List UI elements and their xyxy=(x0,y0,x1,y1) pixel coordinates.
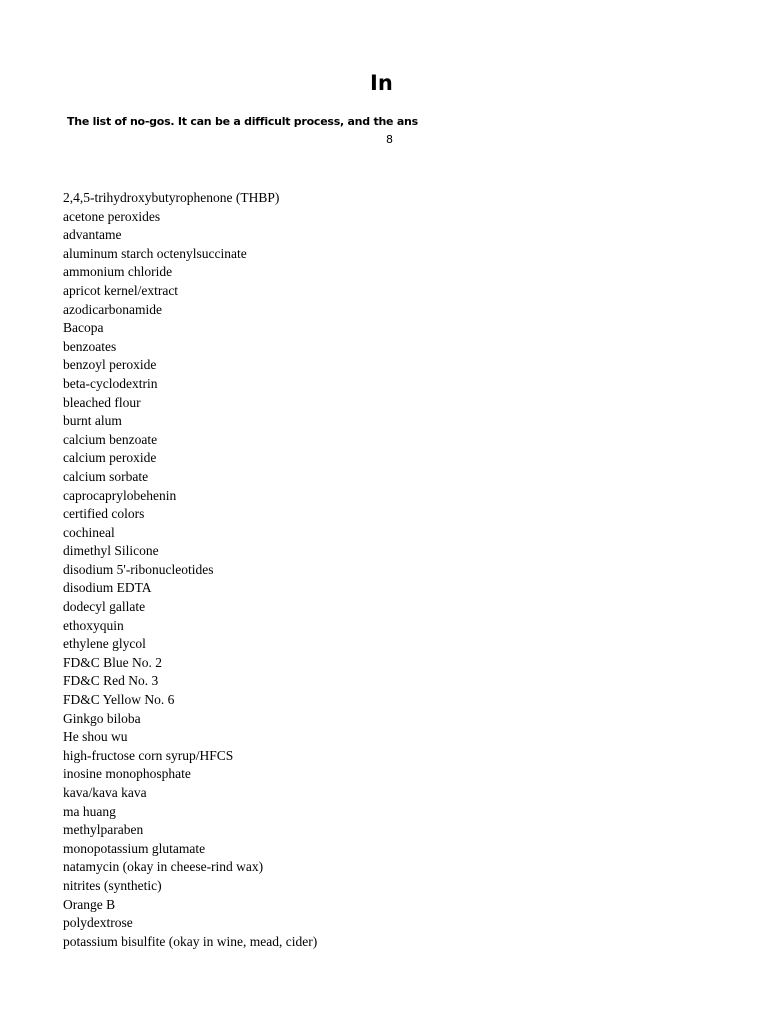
ingredient-item: methylparaben xyxy=(63,822,144,838)
intro-text: The list of no-gos. It can be a difficult process, and the ans xyxy=(67,115,418,128)
ingredient-item: ammonium chloride xyxy=(63,264,173,280)
ingredient-item: polydextrose xyxy=(63,915,133,931)
ingredient-item: high-fructose corn syrup/HFCS xyxy=(63,747,234,763)
ingredient-item: calcium benzoate xyxy=(63,431,158,447)
ingredient-item: acetone peroxides xyxy=(63,208,161,224)
ingredient-item: cochineal xyxy=(63,524,115,540)
ingredient-item: bleached flour xyxy=(63,394,141,410)
ingredient-item: disodium EDTA xyxy=(63,580,152,596)
ingredient-item: 2,4,5-trihydroxybutyrophenone (THBP) xyxy=(63,190,280,205)
ingredient-item: FD&C Blue No. 2 xyxy=(63,654,163,670)
ingredient-item: FD&C Yellow No. 6 xyxy=(63,692,175,708)
ingredient-item: apricot kernel/extract xyxy=(63,282,179,298)
ingredient-item: Bacopa xyxy=(63,320,104,336)
ingredient-item: disodium 5'-ribonucleotides xyxy=(63,561,214,577)
ingredient-item: nitrites (synthetic) xyxy=(63,877,162,893)
ingredient-item: aluminum starch octenylsuccinate xyxy=(63,245,247,261)
ingredient-item: Ginkgo biloba xyxy=(63,710,141,726)
ingredient-item: Orange B xyxy=(63,896,116,912)
ingredient-item: advantame xyxy=(63,227,122,243)
ingredient-item: FD&C Red No. 3 xyxy=(63,673,159,689)
ingredient-item: inosine monophosphate xyxy=(63,766,191,782)
ingredient-item: natamycin (okay in cheese-rind wax) xyxy=(63,859,264,875)
ingredient-item: beta-cyclodextrin xyxy=(63,375,158,391)
ingredient-list xyxy=(63,189,317,951)
ingredient-item: burnt alum xyxy=(63,413,122,429)
ingredient-item: monopotassium glutamate xyxy=(63,840,206,856)
ingredient-item: certified colors xyxy=(63,506,145,522)
ingredient-item: He shou wu xyxy=(63,729,128,745)
page-title: In xyxy=(370,71,393,95)
ingredient-item: benzoates xyxy=(63,338,117,354)
ingredient-item: dimethyl Silicone xyxy=(63,543,159,559)
ingredient-item: ethylene glycol xyxy=(63,636,146,652)
ingredient-item: benzoyl peroxide xyxy=(63,357,157,373)
ingredient-item: ma huang xyxy=(63,803,116,819)
ingredient-item: calcium peroxide xyxy=(63,450,157,466)
ingredient-item: kava/kava kava xyxy=(63,785,147,800)
ingredient-item: potassium bisulfite (okay in wine, mead, cider) xyxy=(63,933,318,949)
ingredient-item: calcium sorbate xyxy=(63,468,149,484)
ingredient-item: ethoxyquin xyxy=(63,617,124,633)
ingredient-item: caprocaprylobehenin xyxy=(63,487,177,503)
ingredient-item: azodicarbonamide xyxy=(63,301,162,317)
intro-text-continuation: 8 xyxy=(386,133,393,146)
ingredient-item: dodecyl gallate xyxy=(63,599,146,615)
